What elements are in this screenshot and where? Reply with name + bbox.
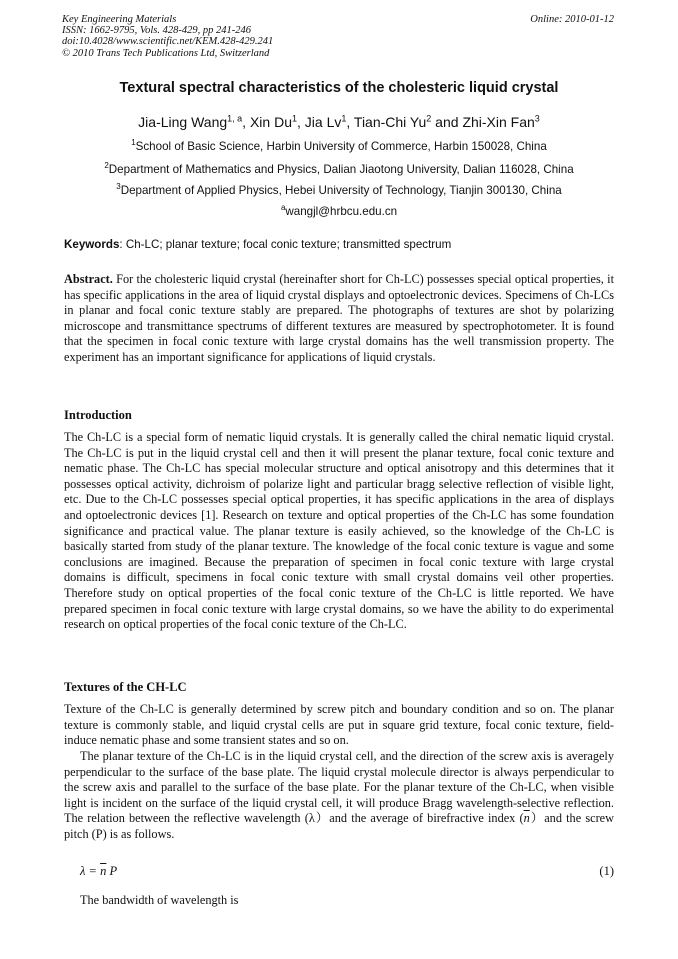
keywords-text: : Ch-LC; planar texture; focal conic texture; transmitted spectrum	[119, 238, 452, 251]
online-date: Online: 2010-01-12	[530, 14, 614, 25]
doi-line: doi:10.4028/www.scientific.net/KEM.428-429.241	[62, 36, 274, 48]
introduction-text: The Ch-LC is a special form of nematic liquid crystals. It is generally called the chiral nematic liquid crystal. The Ch-LC is put in the liquid crystal cell and then it will present the planar texture, focal conic texture and nematic phase. The Ch-LC has special molecular structure and optical anisotropy and this determines that it possesses optical activity, dichroism of polarize light and particular bragg selective reflection of visible light, etc. Due to the Ch-LC possesses special optical properties, it has specific applications in the area of displays and optoelectronic devices [1]. Research on texture and optical properties of the Ch-LC has some foundation significance and practical value. The planar texture is easily achieved, so the knowledge of the Ch-LC is basically started from study of the planar texture. The knowledge of the focal conic texture is vague and some conclusions are imagined. Because the preparation of specimen in focal conic texture with large crystal domains is difficult, specimens in focal conic texture with small crystal domains veil other properties. Therefore study on optical properties of the focal conic texture of the Ch-LC is little reported. We have prepared specimen in focal conic texture with large crystal domains, so we have the ability to do experimental research on optical properties of the focal conic texture of the Ch-LC.	[64, 430, 614, 632]
journal-name: Key Engineering Materials	[62, 14, 177, 25]
textures-paragraph-2: The planar texture of the Ch-LC is in the liquid crystal cell, and the direction of the screw axis is averagely perpendicular to the surface of the base plate. The liquid crystal molecule director is always perpendicular to the screw axis and parallel to the surface of the base plate. For the planar texture of the Ch-LC, when visible light is incident on the surface of the liquid crystal cell, it will produce Bragg wavelength-selective reflection. The relation between the reflective wavelength (λ）and the average of birefractive index $(\overline{n})and$ the screw pitch (P) is as follows.	[64, 749, 615, 841]
section-heading-introduction: Introduction	[64, 408, 132, 422]
keywords-label: Keywords	[64, 238, 120, 251]
paper-title: Textural spectral characteristics of the cholesteric liquid crystal	[119, 80, 559, 96]
author-list	[0, 113, 678, 130]
author: Jia-Ling Wang$^{1, a}$,	[138, 113, 250, 130]
affiliation: $^3$Department of Applied Physics, Hebei University of Technology, Tianjin 300130, China	[116, 182, 562, 197]
abstract	[64, 272, 614, 366]
bandwidth-line: The bandwidth of wavelength is	[80, 893, 239, 907]
author: Tian-Chi Yu$^2$ and	[353, 113, 463, 130]
journal-header	[62, 14, 614, 59]
affiliation: $^2$Department of Mathematics and Physics, Dalian Jiaotong University, Dalian 116028, China	[104, 161, 574, 176]
equation-1: $\lambda = \overline{n}$ P (1)	[80, 864, 614, 878]
copyright-line: © 2010 Trans Tech Publications Ltd, Switzerland	[62, 47, 270, 59]
equation-number: (1)	[599, 864, 614, 878]
affiliation: $^1$School of Basic Science, Harbin University of Commerce, Harbin 150028, China	[131, 138, 547, 153]
author: Jia Lv$^1$,	[304, 113, 354, 130]
issn-line: ISSN: 1662-9795, Vols. 428-429, pp 241-246	[62, 25, 251, 37]
abstract-text: For the cholesteric liquid crystal (hereinafter short for Ch-LC) possesses special optical properties, it has specific applications in the area of liquid crystal displays and optoelectronic devices. Specimens of Ch-LCs in planar and focal conic texture stably are prepared. The photographs of textures are shot by polarizing microscope and transmittance spectrums of different textures are measured by spectrophotometer. It is found that the specimen in focal conic texture with large crystal domains has the well transmission property. The experiment has an important significance for applications of liquid crystals.	[64, 272, 614, 364]
author-email: $^a$wangjl@hrbcu.edu.cn	[280, 203, 398, 218]
abstract-label: Abstract.	[64, 272, 113, 286]
author: Zhi-Xin Fan$^3$	[462, 113, 540, 130]
keywords	[64, 238, 614, 251]
author: Xin Du$^1$,	[249, 113, 305, 130]
textures-paragraph-1: Texture of the Ch-LC is generally determined by screw pitch and boundary condition and so on. The planar texture is commonly stable, and liquid crystal cells are put in square grid texture, focal conic texture, field-induce nematic phase and some transient states and so on.	[64, 702, 614, 748]
section-heading-textures: Textures of the CH-LC	[64, 680, 187, 694]
